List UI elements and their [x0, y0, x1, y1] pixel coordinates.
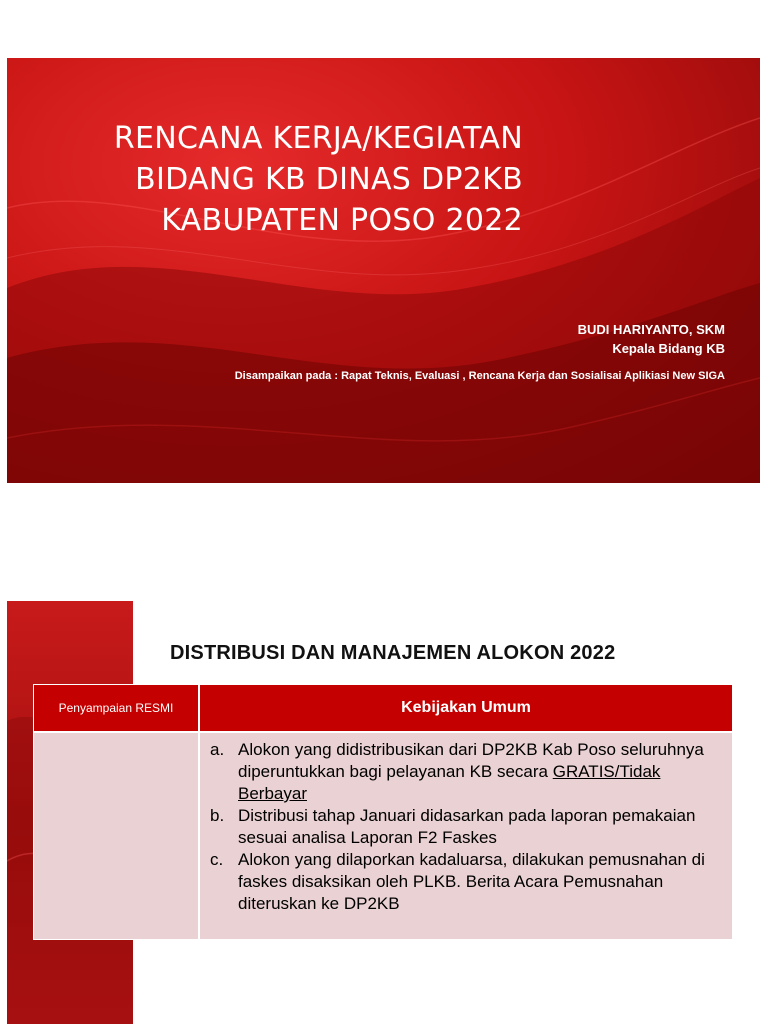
table-row: [33, 732, 733, 940]
presentation-occasion: Disampaikan pada : Rapat Teknis, Evaluasi , Rencana Kerja dan Sosialisai Aplikiasi New SIGA: [234, 370, 725, 382]
underlined-emphasis: GRATIS/Tidak Berbayar: [238, 762, 661, 803]
list-marker: a.: [210, 740, 225, 759]
slide-title: DISTRIBUSI DAN MANAJEMEN ALOKON 2022: [170, 642, 616, 664]
presenter-block: [578, 320, 725, 358]
title-line: BIDANG KB DINAS DP2KB: [135, 162, 523, 197]
list-item: [210, 805, 722, 849]
empty-cell: [34, 733, 200, 939]
list-marker: b.: [210, 806, 225, 825]
title-line: KABUPATEN POSO 2022: [161, 203, 523, 238]
presenter-role: Kepala Bidang KB: [612, 341, 725, 356]
list-item-text: Distribusi tahap Januari didasarkan pada laporan pemakaian sesuai analisa Laporan F2 Faskes: [238, 806, 696, 847]
list-item: [210, 739, 722, 805]
table-header-row: [33, 684, 733, 732]
header-cell-penyampaian: Penyampaian RESMI: [34, 685, 200, 731]
list-item-text: [238, 739, 722, 805]
title-slide: [7, 58, 760, 483]
list-item-text: Alokon yang dilaporkan kadaluarsa, dilakukan pemusnahan di faskes disaksikan oleh PLKB. Berita Acara Pemusnahan diteruskan ke DP2KB: [238, 850, 705, 913]
list-marker: c.: [210, 850, 224, 869]
list-item: [210, 849, 722, 915]
title-line: RENCANA KERJA/KEGIATAN: [113, 121, 523, 156]
policy-table: [33, 684, 733, 940]
header-cell-kebijakan: Kebijakan Umum: [401, 699, 531, 716]
policy-list: [200, 733, 732, 939]
presenter-name: BUDI HARIYANTO, SKM: [577, 322, 725, 337]
content-slide: [7, 601, 760, 1024]
presentation-title: [37, 118, 523, 241]
list-item-text-main: Alokon yang didistribusikan dari DP2KB Kab Poso seluruhnya diperuntukkan bagi pelayanan KB secara: [238, 740, 704, 781]
